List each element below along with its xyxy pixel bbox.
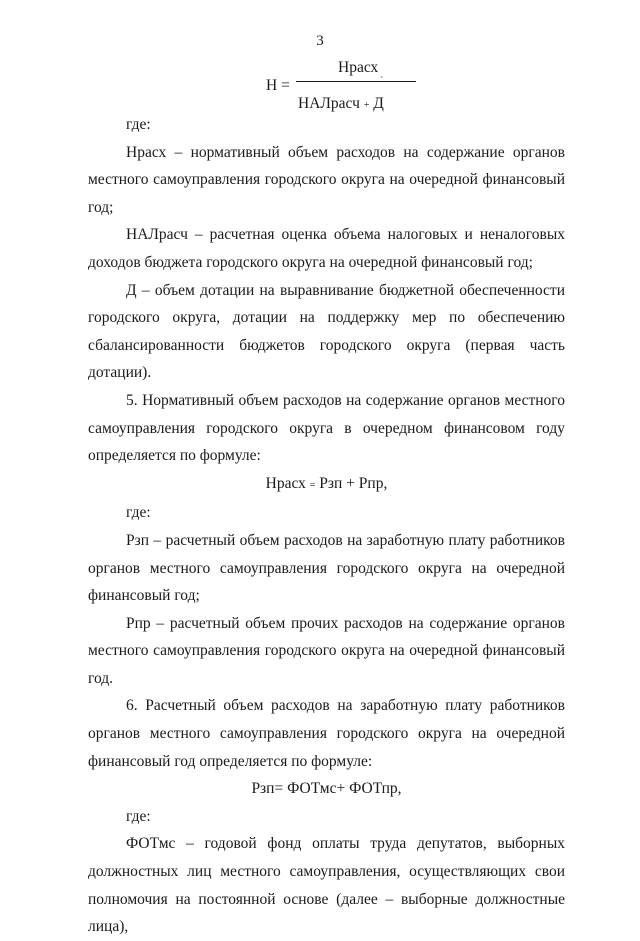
definition-fotms: ФОТмс – годовой фонд оплаты труда депутатов, выборных должностных лиц местного самоуправления, осуществляющих свои полномочия на постоянной основе (далее – выборные должностные лица), bbox=[88, 835, 565, 936]
paragraph-item-5: 5. Нормативный объем расходов на содержание органов местного самоуправления городского округа в очередном финансовом году определяется по формуле: bbox=[88, 391, 565, 465]
definition-d: Д – объем дотации на выравнивание бюджетной обеспеченности городского округа, дотации на поддержку мер по обеспечению сбалансированности бюджетов городского округа (первая часть дотации). bbox=[88, 281, 565, 382]
definition-rpr: Рпр – расчетный объем прочих расходов на содержание органов местного самоуправления городского округа на очередной финансовый год. bbox=[88, 614, 565, 687]
fraction-bar bbox=[296, 81, 416, 82]
where-label-3: где: bbox=[126, 807, 151, 825]
formula-n-tick: ` bbox=[380, 76, 384, 87]
denominator-plus: + bbox=[363, 100, 370, 111]
where-label-2: где: bbox=[126, 504, 151, 522]
formula-nrash bbox=[88, 470, 565, 500]
where-label-1: где: bbox=[126, 116, 151, 133]
page-number: 3 bbox=[316, 33, 324, 49]
definition-nrash: Нрасх – нормативный объем расходов на содержание органов местного самоуправления городского округа на очередной финансовый год; bbox=[88, 143, 565, 216]
definition-rzp: Рзп – расчетный объем расходов на заработную плату работников органов местного самоуправления городского округа на очередной финансовый год; bbox=[88, 531, 565, 605]
denominator-nal: НАЛрасч bbox=[298, 95, 360, 112]
paragraph-item-6: 6. Расчетный объем расходов на заработную плату работников органов местного самоуправления городского округа на очередной финансовый год определяется по формуле: bbox=[88, 697, 565, 770]
definition-nal: НАЛрасч – расчетная оценка объема налоговых и неналоговых доходов бюджета городского округа на очередной финансовый год; bbox=[88, 226, 565, 271]
formula-n-lhs: Н = bbox=[266, 77, 290, 94]
formula-nrash-lhs: Нрасх bbox=[265, 474, 306, 492]
formula-rzp: Рзп= ФОТмс+ ФОТпр, bbox=[251, 780, 402, 798]
formula-nrash-rhs: Рзп + Рпр, bbox=[319, 474, 388, 492]
denominator-d: Д bbox=[373, 95, 384, 112]
formula-n bbox=[250, 57, 410, 117]
document-body bbox=[88, 111, 565, 941]
formula-nrash-eq: = bbox=[309, 479, 316, 491]
formula-n-numerator: Нрасх bbox=[338, 59, 379, 76]
